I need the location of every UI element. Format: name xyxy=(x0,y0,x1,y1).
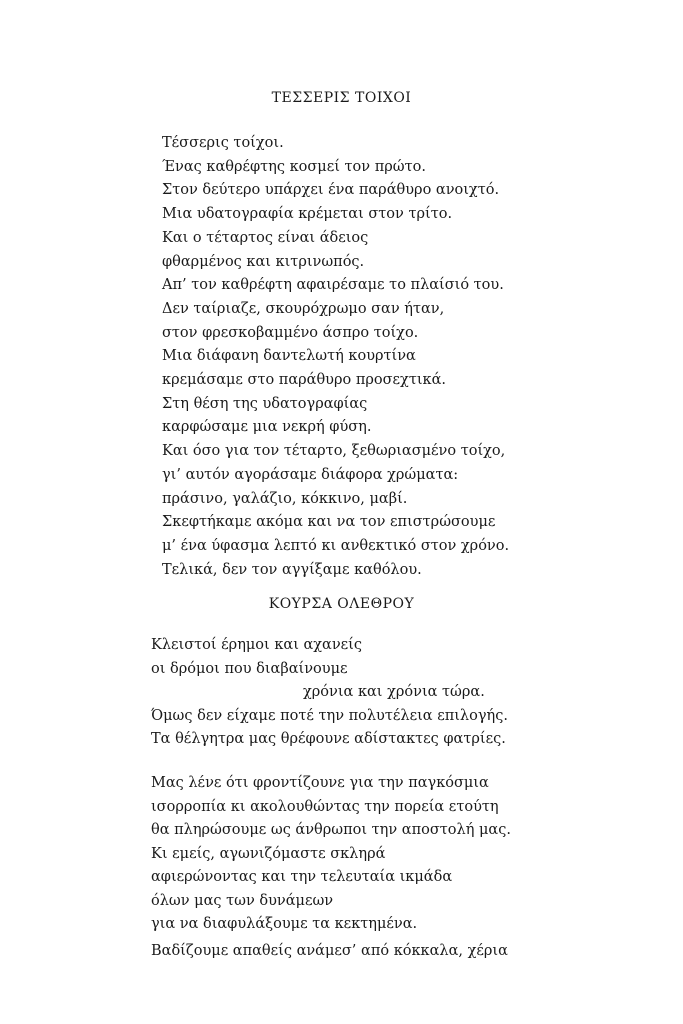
poem-line: Ένας καθρέφτης κοσμεί τον πρώτο. xyxy=(162,158,426,175)
poem-title: ΚΟΥΡΣΑ ΟΛΕΘΡΟΥ xyxy=(268,596,415,612)
poem-line: κρεμάσαμε στο παράθυρο προσεχτικά. xyxy=(162,372,447,389)
poem-line: Βαδίζουμε απαθείς ανάμεσ’ από κόκκαλα, χέρια xyxy=(151,943,508,959)
poem-stanza xyxy=(151,772,511,937)
poem-line: ισορροπία κι ακολουθώντας την πορεία ετούτη xyxy=(151,798,499,815)
poem-line: Τα θέλγητρα μας θρέφουνε αδίστακτες φατρίες. xyxy=(151,731,506,748)
poem-line: Κι εμείς, αγωνιζόμαστε σκληρά xyxy=(151,845,386,862)
poem-line: οι δρόμοι που διαβαίνουμε xyxy=(151,660,348,677)
poem-line: Μια υδατογραφία κρέμεται στον τρίτο. xyxy=(162,206,453,223)
poem-line: μ’ ένα ύφασμα λεπτό κι ανθεκτικό στον χρόνο. xyxy=(162,537,510,554)
poem-body xyxy=(162,132,509,582)
poem-line: Μια διάφανη δαντελωτή κουρτίνα xyxy=(162,348,416,365)
poem-stanza xyxy=(151,634,508,752)
poem-line: καρφώσαμε μια νεκρή φύση. xyxy=(162,419,372,436)
poem-line: Στη θέση της υδατογραφίας xyxy=(162,395,368,412)
poem-line: Απ’ τον καθρέφτη αφαιρέσαμε το πλαίσιό του. xyxy=(162,277,504,294)
poem-line-indented: χρόνια και χρόνια τώρα. xyxy=(303,684,485,701)
poem-line: πράσινο, γαλάζιο, κόκκινο, μαβί. xyxy=(162,490,408,507)
poem-line: στον φρεσκοβαμμένο άσπρο τοίχο. xyxy=(162,324,419,341)
poem-line: θα πληρώσουμε ως άνθρωποι την αποστολή μας. xyxy=(151,822,511,838)
poem-line: φθαρμένος και κιτρινωπός. xyxy=(162,253,365,270)
poem-stanza xyxy=(151,940,508,964)
poem-line: Και ο τέταρτος είναι άδειος xyxy=(162,229,369,246)
poem-line: για να διαφυλάξουμε τα κεκτημένα. xyxy=(151,916,418,932)
poem-line: Κλειστοί έρημοι και αχανείς xyxy=(151,637,362,653)
poem-line: γι’ αυτόν αγοράσαμε διάφορα χρώματα: xyxy=(162,466,459,483)
poem-line: Όμως δεν είχαμε ποτέ την πολυτέλεια επιλογής. xyxy=(151,707,508,724)
poem-line: αφιερώνοντας και την τελευταία ικμάδα xyxy=(151,869,453,885)
poem-line: Και όσο για τον τέταρτο, ξεθωριασμένο τοίχο, xyxy=(162,443,506,460)
poem-line: όλων μας των δυνάμεων xyxy=(151,892,334,909)
poem-title: ΤΕΣΣΕΡΙΣ ΤΟΙΧΟΙ xyxy=(271,90,412,106)
poem-line: Στον δεύτερο υπάρχει ένα παράθυρο ανοιχτό. xyxy=(162,182,500,199)
poem-line: Τέσσερις τοίχοι. xyxy=(162,135,284,151)
poem-line: Μας λένε ότι φροντίζουνε για την παγκόσμια xyxy=(151,775,489,791)
poem-line: Δεν ταίριαζε, σκουρόχρωμο σαν ήταν, xyxy=(162,300,445,317)
poem-line: Σκεφτήκαμε ακόμα και να τον επιστρώσουμε xyxy=(162,514,496,531)
poem-line: Τελικά, δεν τον αγγίξαμε καθόλου. xyxy=(162,561,422,578)
